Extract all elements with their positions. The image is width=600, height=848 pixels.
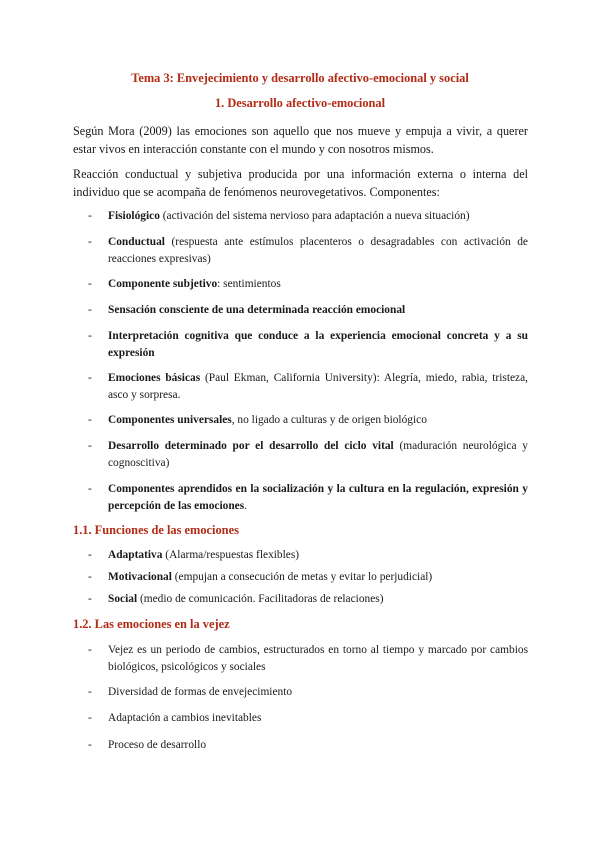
list-item: - Social (medio de comunicación. Facilitadoras de relaciones)	[88, 593, 384, 605]
list-item: - Vejez es un periodo de cambios, estructurados en torno al tiempo y marcado por cambios biológicos, psicológicos y sociales	[88, 644, 528, 673]
list-item: - Emociones básicas (Paul Ekman, California University): Alegría, miedo, rabia, tristeza, asco y sorpresa.	[88, 372, 528, 401]
section-heading: 1. Desarrollo afectivo-emocional	[214, 96, 386, 110]
list-item: - Fisiológico (activación del sistema nervioso para adaptación a nueva situación)	[88, 210, 470, 222]
subsection-heading-functions: 1.1. Funciones de las emociones	[73, 523, 239, 537]
definition-paragraph: Reacción conductual y subjetiva producida por una información externa o interna del individuo que se acompaña de fenómenos neurovegetativos. Componentes:	[73, 167, 528, 199]
document-title: Tema 3: Envejecimiento y desarrollo afectivo-emocional y social	[131, 71, 469, 85]
list-item: - Adaptación a cambios inevitables	[88, 712, 262, 724]
list-item: - Diversidad de formas de envejecimiento	[88, 686, 293, 698]
intro-paragraph: Según Mora (2009) las emociones son aquello que nos mueve y empuja a vivir, a querer estar vivos en interacción constante con el mundo y con nosotros mismos.	[73, 124, 528, 156]
list-item: - Proceso de desarrollo	[88, 739, 207, 751]
list-item: - Adaptativa (Alarma/respuestas flexibles)	[88, 549, 300, 561]
list-item: - Interpretación cognitiva que conduce a la experiencia emocional concreta y a su expresión	[88, 330, 528, 359]
list-item: - Sensación consciente de una determinada reacción emocional	[88, 304, 406, 316]
subsection-heading-aging: 1.2. Las emociones en la vejez	[73, 617, 230, 631]
list-item: - Desarrollo determinado por el desarrollo del ciclo vital (maduración neurológica y cognoscitiva)	[88, 440, 528, 469]
list-item: - Componentes aprendidos en la socialización y la cultura en la regulación, expresión y percepción de las emociones.	[88, 483, 528, 512]
list-item: - Componente subjetivo: sentimientos	[88, 278, 281, 290]
list-item: - Conductual (respuesta ante estímulos placenteros o desagradables con activación de reacciones expresivas)	[88, 236, 528, 265]
list-item: - Componentes universales, no ligado a culturas y de origen biológico	[88, 414, 427, 426]
list-item: - Motivacional (empujan a consecución de metas y evitar lo perjudicial)	[88, 571, 433, 583]
